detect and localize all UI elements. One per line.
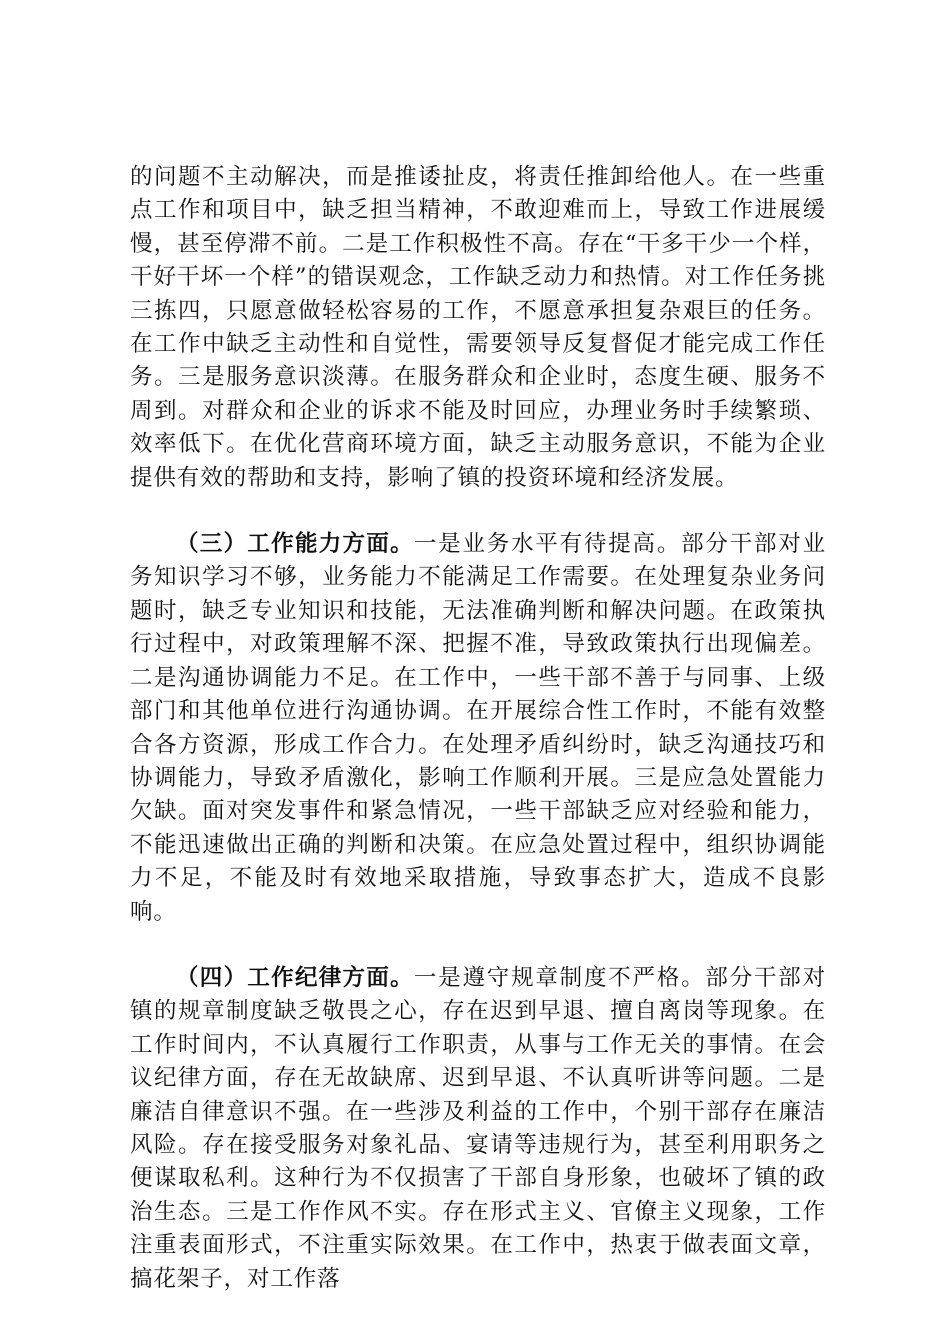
- document-body: [130, 161, 826, 1296]
- paragraph-work-attitude-continued: [130, 161, 826, 495]
- paragraph-text: 一是业务水平有待提高。部分干部对业务知识学习不够，业务能力不能满足工作需要。在处理复杂业务问题时，缺乏专业知识和技能，无法准确判断和解决问题。在政策执行过程中，对政策理解不深、把握不准，导致政策执行出现偏差。二是沟通协调能力不足。在工作中，一些干部不善于与同事、上级部门和其他单位进行沟通协调。在开展综合性工作时，不能有效整合各方资源，形成工作合力。在处理矛盾纠纷时，缺乏沟通技巧和协调能力，导致矛盾激化，影响工作顺利开展。三是应急处置能力欠缺。面对突发事件和紧急情况，一些干部缺乏应对经验和能力，不能迅速做出正确的判断和决策。在应急处置过程中，组织协调能力不足，不能及时有效地采取措施，导致事态扩大，造成不良影响。: [130, 531, 826, 925]
- paragraph-work-ability: [130, 528, 826, 929]
- paragraph-work-discipline: [130, 962, 826, 1296]
- section-heading-work-discipline: （四）工作纪律方面。: [176, 964, 414, 991]
- paragraph-text: 的问题不主动解决，而是推诿扯皮，将责任推卸给他人。在一些重点工作和项目中，缺乏担当精神，不敢迎难而上，导致工作进展缓慢，甚至停滞不前。二是工作积极性不高。存在“干多干少一个样，干好干坏一个样”的错误观念，工作缺乏动力和热情。对工作任务挑三拣四，只愿意做轻松容易的工作，不愿意承担复杂艰巨的任务。在工作中缺乏主动性和自觉性，需要领导反复督促才能完成工作任务。三是服务意识淡薄。在服务群众和企业时，态度生硬、服务不周到。对群众和企业的诉求不能及时回应，办理业务时手续繁琐、效率低下。在优化营商环境方面，缺乏主动服务意识，不能为企业提供有效的帮助和支持，影响了镇的投资环境和经济发展。: [130, 164, 826, 491]
- paragraph-text: 一是遵守规章制度不严格。部分干部对镇的规章制度缺乏敬畏之心，存在迟到早退、擅自离岗等现象。在工作时间内，不认真履行工作职责，从事与工作无关的事情。在会议纪律方面，存在无故缺席、迟到早退、不认真听讲等问题。二是廉洁自律意识不强。在一些涉及利益的工作中，个别干部存在廉洁风险。存在接受服务对象礼品、宴请等违规行为，甚至利用职务之便谋取私利。这种行为不仅损害了干部自身形象，也破坏了镇的政治生态。三是工作作风不实。存在形式主义、官僚主义现象，工作注重表面形式，不注重实际效果。在工作中，热衷于做表面文章，搞花架子，对工作落: [130, 964, 826, 1292]
- section-heading-work-ability: （三）工作能力方面。: [176, 531, 414, 558]
